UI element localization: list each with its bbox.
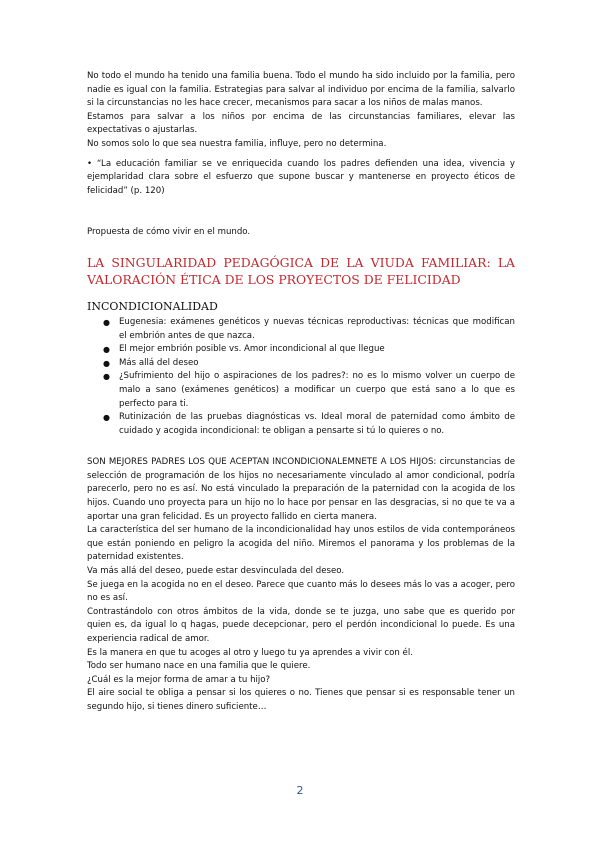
body-paragraph-7: Todo ser humano nace en una familia que le quiere. [87,661,311,672]
list-item [103,357,515,371]
body-paragraph-2: La característica del ser humano de la incondicionalidad hay unos estilos de vida contemporáneos que están poniendo en peligro la acogida del niño. Miremos el panorama y los problemas de la paternidad existentes. [87,525,515,563]
page-number: 2 [296,784,304,797]
bullet-icon: ● [103,317,110,327]
bullet-icon: ● [103,358,110,368]
body-paragraph-4: Se juega en la acogida no en el deseo. Parece que cuanto más lo desees más lo vas a acoger, pero no es así. [87,579,515,604]
document-page [87,70,515,715]
quote-paragraph: • “La educación familiar se ve enriquecida cuando los padres defienden una idea, vivencia y ejemplaridad clara sobre el esfuerzo que supone buscar y mantenerse en proyecto éticos de felicidad” (p. 120) [87,158,515,196]
section-subtitle: INCONDICIONALIDAD [87,299,218,313]
list-item [103,316,515,343]
body-paragraph-6: Es la manera en que tu acoges al otro y luego tu ya aprendes a vivir con él. [87,647,413,658]
bullet-icon: ● [103,345,110,355]
list-item [103,343,515,357]
list-item-text: Rutinización de las pruebas diagnósticas vs. Ideal moral de paternidad como ámbito de cuidado y acogida incondicional: te obligan a pensarte si tú lo quieres o no. [119,412,515,436]
list-item-text: Eugenesia: exámenes genéticos y nuevas técnicas reproductivas: técnicas que modifican el embrión antes de que nazca. [119,316,515,341]
bullet-icon: ● [103,413,110,423]
body-paragraph-3: Va más allá del deseo, puede estar desvinculada del deseo. [87,566,345,577]
bullet-icon: ● [103,372,110,382]
list-item-text: ¿Sufrimiento del hijo o aspiraciones de los padres?: no es lo mismo volver un cuerpo de malo a sano (exámenes genéticos) a modificar un cuerpo que está sano a lo que es perfecto para ti. [119,371,515,409]
list-item [103,411,515,438]
intro-paragraph-2: Estamos para salvar a los niños por encima de las circunstancias familiares, elevar las expectativas o ajustarlas. [87,111,515,136]
section-title: LA SINGULARIDAD PEDAGÓGICA DE LA VIUDA FAMILIAR: LA VALORACIÓN ÉTICA DE LOS PROYECTOS DE FELICIDAD [87,254,515,287]
list-item-text: Más allá del deseo [119,357,199,368]
intro-paragraph-3: No somos solo lo que sea nuestra familia, influye, pero no determina. [87,138,387,149]
body-paragraph-5: Contrastándolo con otros ámbitos de la vida, donde se te juzga, uno sabe que es querido por quien es, da igual lo q hagas, puede decepcionar, pero el perdón incondicional lo puede. Es una experiencia radical de amor. [87,606,515,644]
list-item-text: El mejor embrión posible vs. Amor incondicional al que llegue [119,344,385,355]
proposal-line: Propuesta de cómo vivir en el mundo. [87,227,251,238]
bullet-list [87,316,515,438]
body-paragraph-1: SON MEJORES PADRES LOS QUE ACEPTAN INCONDICIONALEMNETE A LOS HIJOS: circunstancias de selección de programación de los hijos no necesariamente vinculado al amor condicional, podría parecerlo, pero no es así. No está vinculado la preparación de la paternidad con la acogida de los hijos. Cuando uno proyecta para un hijo no lo hace por pensar en las desgracias, si no que te va a aportar una gran felicidad. Es un proyecto fallido en cierta manera. [87,457,515,522]
body-paragraph-8: ¿Cuál es la mejor forma de amar a tu hijo? [87,674,271,685]
intro-paragraph-1: No todo el mundo ha tenido una familia buena. Todo el mundo ha sido incluido por la familia, pero nadie es igual con la familia. Estrategias para salvar al individuo por encima de la familia, salvarlo si la circunstancias no les hace crecer, mecanismos para sacar a los niños de malas manos. [87,71,515,109]
list-item [103,370,515,411]
body-paragraph-9: El aire social te obliga a pensar si los quieres o no. Tienes que pensar si es responsable tener un segundo hijo, si tienes dinero suficiente… [87,688,515,712]
